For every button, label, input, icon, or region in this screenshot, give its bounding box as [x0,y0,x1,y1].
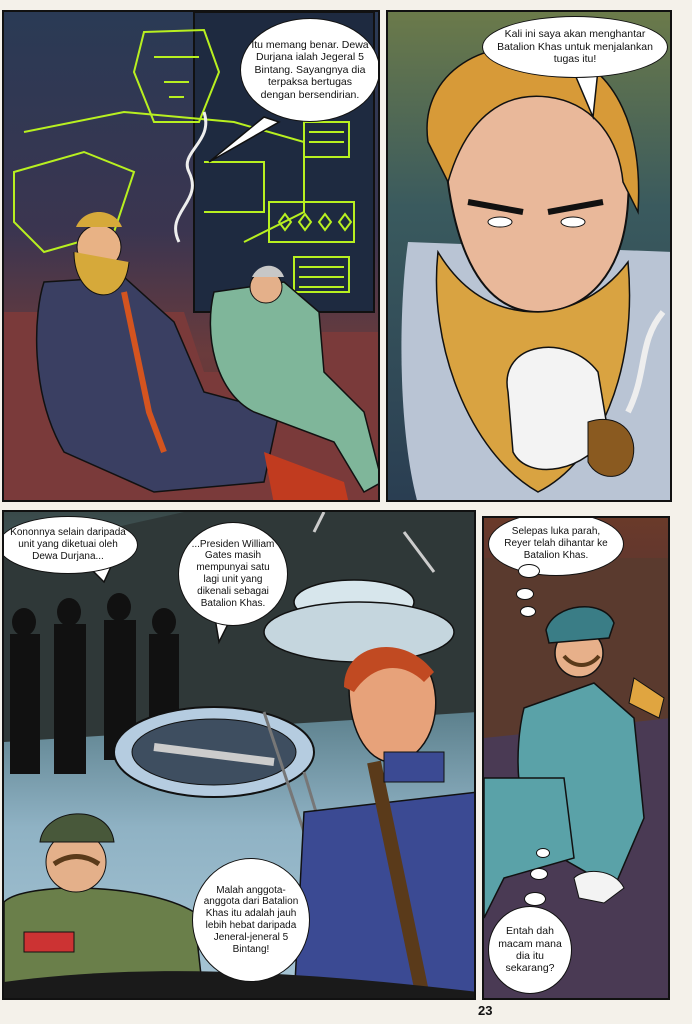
thought-dot [530,868,548,880]
thought-dot [524,892,546,906]
panel-3 [2,510,476,1000]
thought-dot [536,848,550,858]
panel-2-art [388,12,672,502]
panel-1 [2,10,380,502]
stasis-capsule [114,707,314,797]
thought-dot [516,588,534,600]
speech-bubble: Kali ini saya akan menghantar Batalion Khas untuk menjalankan tugas itu! [482,16,668,78]
narration-bubble: ...Presiden William Gates masih mempunyai satu lagi unit yang dikenali sebagai Batalion Khas. [178,522,288,626]
panel-4 [482,516,670,1000]
thought-dot [520,606,536,617]
thought-bubble: Selepas luka parah, Reyer telah dihantar ke Batalion Khas. [488,516,624,576]
thought-dot [518,564,540,578]
panel-2 [386,10,672,502]
narration-bubble: Malah anggota-anggota dari Batalion Khas itu adalah jauh lebih hebat daripada Jeneral-jeneral 5 Bintang! [192,858,310,982]
thought-bubble: Entah dah macam mana dia itu sekarang? [488,906,572,994]
page-number: 23 [478,1003,493,1018]
speech-bubble: Itu memang benar. Dewa Durjana ialah Jegeral 5 Bintang. Sayangnya dia terpaksa bertugas dengan bersendirian. [240,18,380,122]
narration-bubble: Kononnya selain daripada unit yang diketuai oleh Dewa Durjana... [2,516,138,574]
